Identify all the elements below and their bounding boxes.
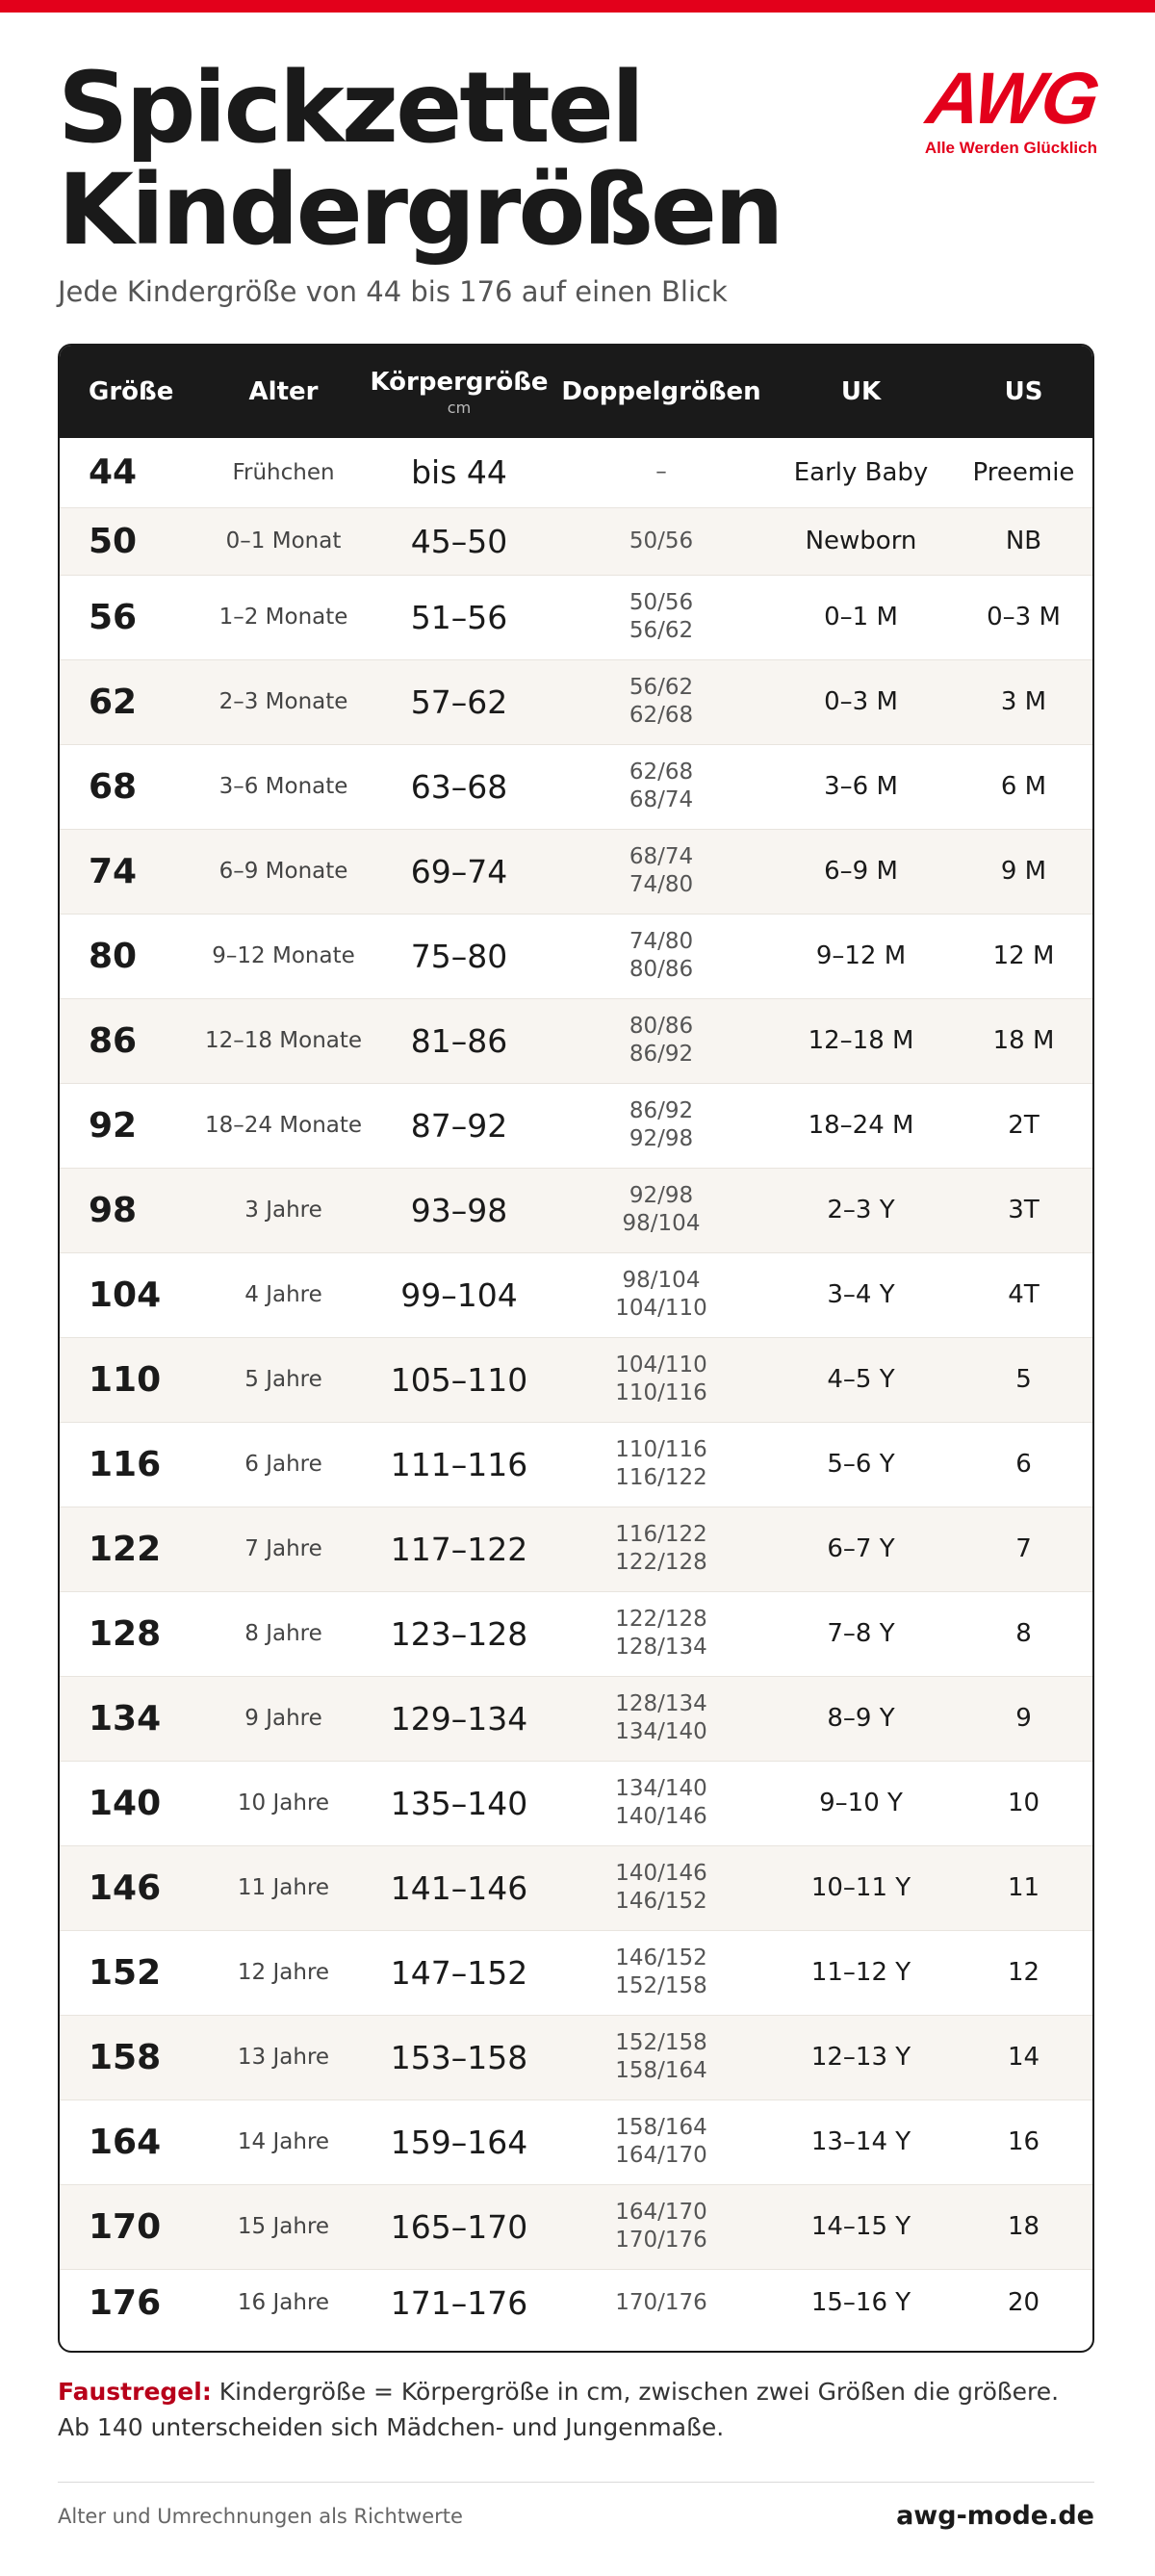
uk-size-cell: 0–1 M (767, 575, 955, 659)
body-height-cell: 87–92 (363, 1083, 555, 1168)
age-cell: 6 Jahre (204, 1422, 363, 1507)
double-size-value: 152/158 (615, 1973, 707, 1998)
table-row (60, 2184, 1092, 2269)
double-size-value: 98/104 (622, 1211, 701, 1236)
double-size-cell (555, 1252, 767, 1337)
double-size-cell (555, 1168, 767, 1252)
us-size-cell: 9 M (955, 829, 1092, 914)
size-cell: 98 (60, 1168, 204, 1252)
table-row (60, 2015, 1092, 2099)
size-cell: 116 (60, 1422, 204, 1507)
table-row (60, 1761, 1092, 1845)
age-cell: 7 Jahre (204, 1507, 363, 1591)
double-size-cell (555, 507, 767, 575)
age-cell: 10 Jahre (204, 1761, 363, 1845)
double-size-cell (555, 2269, 767, 2336)
column-header-uk: UK (840, 377, 882, 406)
age-cell: 1–2 Monate (204, 575, 363, 659)
uk-size-cell: 0–3 M (767, 659, 955, 744)
body-height-cell: bis 44 (411, 453, 507, 492)
age-cell: Frühchen (232, 459, 335, 485)
double-size-value: 80/86 (629, 1014, 694, 1039)
table-row (60, 575, 1092, 659)
body-height-cell: 141–146 (363, 1845, 555, 1930)
uk-size-cell: Early Baby (793, 457, 929, 487)
double-size-value: 170/176 (615, 2228, 707, 2253)
double-size-value: 164/170 (615, 2200, 707, 2225)
note-label: Faustregel: (58, 2378, 212, 2406)
us-size-cell: 8 (955, 1591, 1092, 1676)
uk-size-cell: 18–24 M (767, 1083, 955, 1168)
double-size-value: 104/110 (615, 1352, 707, 1378)
double-size-cell (555, 1591, 767, 1676)
double-size-value: 134/140 (615, 1719, 707, 1744)
table-row (60, 1591, 1092, 1676)
uk-size-cell: 2–3 Y (767, 1168, 955, 1252)
double-size-value: 68/74 (629, 844, 694, 869)
double-size-value: 86/92 (629, 1098, 694, 1123)
us-size-cell: 2T (955, 1083, 1092, 1168)
age-cell: 9 Jahre (204, 1676, 363, 1761)
double-size-cell (555, 829, 767, 914)
double-size-value: 110/116 (615, 1380, 707, 1405)
size-cell: 134 (60, 1676, 204, 1761)
uk-size-cell: 5–6 Y (767, 1422, 955, 1507)
double-size-cell (555, 2099, 767, 2184)
body-height-cell: 123–128 (363, 1591, 555, 1676)
size-cell: 80 (60, 914, 204, 998)
size-cell: 104 (60, 1252, 204, 1337)
table-row (60, 438, 1092, 507)
double-size-value: 68/74 (629, 787, 694, 812)
age-cell: 18–24 Monate (204, 1083, 363, 1168)
double-size-cell (555, 2015, 767, 2099)
uk-size-cell: 3–6 M (767, 744, 955, 829)
body-height-cell: 99–104 (363, 1252, 555, 1337)
size-cell: 122 (60, 1507, 204, 1591)
us-size-cell: 3T (955, 1168, 1092, 1252)
us-size-cell: 11 (955, 1845, 1092, 1930)
size-cell: 44 (89, 452, 138, 493)
us-size-cell: 12 (955, 1930, 1092, 2015)
double-size-value: 170/176 (615, 2289, 707, 2315)
table-row (60, 659, 1092, 744)
double-size-value: 164/170 (615, 2143, 707, 2168)
double-size-value: 56/62 (629, 618, 694, 643)
title-line-2: Kindergrößen (58, 153, 782, 268)
double-size-value: 122/128 (615, 1550, 707, 1575)
us-size-cell: 18 M (955, 998, 1092, 1083)
double-size-cell (555, 659, 767, 744)
body-height-cell: 117–122 (363, 1507, 555, 1591)
us-size-cell: 0–3 M (955, 575, 1092, 659)
uk-size-cell: 14–15 Y (767, 2184, 955, 2269)
note-text: Kindergröße = Körpergröße in cm, zwischen zwei Größen die größere. Ab 140 unterscheiden sich Mädchen- und Jungenmaße. (58, 2378, 1060, 2441)
table-row (60, 1845, 1092, 1930)
double-size-cell (555, 998, 767, 1083)
us-size-cell: Preemie (972, 457, 1075, 487)
body-height-cell: 81–86 (363, 998, 555, 1083)
body-height-cell: 171–176 (363, 2269, 555, 2336)
body-height-cell: 75–80 (363, 914, 555, 998)
double-size-value: 62/68 (629, 703, 694, 728)
double-size-cell (555, 1930, 767, 2015)
double-size-value: 146/152 (615, 1889, 707, 1914)
footer-website: awg-mode.de (896, 2501, 1094, 2531)
age-cell: 3–6 Monate (204, 744, 363, 829)
double-size-value: 140/146 (615, 1804, 707, 1829)
double-size-cell (555, 1422, 767, 1507)
body-height-cell: 93–98 (363, 1168, 555, 1252)
double-size-cell (555, 1845, 767, 1930)
table-row (60, 1168, 1092, 1252)
column-header-age: Alter (248, 377, 319, 406)
double-size-value: 74/80 (629, 872, 694, 897)
double-size-cell (555, 438, 767, 507)
table-row (60, 1930, 1092, 2015)
logo-tagline: Alle Werden Glücklich (924, 139, 1097, 157)
age-cell: 4 Jahre (204, 1252, 363, 1337)
table-row (60, 744, 1092, 829)
double-size-value: 62/68 (629, 760, 694, 785)
double-size-cell (555, 1337, 767, 1422)
size-cell: 146 (60, 1845, 204, 1930)
age-cell: 2–3 Monate (204, 659, 363, 744)
body-height-cell: 45–50 (363, 507, 555, 575)
double-size-value: 158/164 (615, 2115, 707, 2140)
age-cell: 11 Jahre (204, 1845, 363, 1930)
age-cell: 12 Jahre (204, 1930, 363, 2015)
body-height-cell: 129–134 (363, 1676, 555, 1761)
body-height-cell: 165–170 (363, 2184, 555, 2269)
age-cell: 5 Jahre (204, 1337, 363, 1422)
table-row (60, 2269, 1092, 2336)
uk-size-cell: 9–12 M (767, 914, 955, 998)
uk-size-cell: 15–16 Y (767, 2269, 955, 2336)
double-size-cell (555, 1507, 767, 1591)
double-size-value: 74/80 (629, 929, 694, 954)
size-cell: 68 (60, 744, 204, 829)
uk-size-cell: 7–8 Y (767, 1591, 955, 1676)
uk-size-cell: 12–18 M (767, 998, 955, 1083)
us-size-cell: 14 (955, 2015, 1092, 2099)
body-height-cell: 159–164 (363, 2099, 555, 2184)
table-body (60, 438, 1092, 2336)
column-header-body-height-label: Körpergröße (370, 367, 549, 397)
size-cell: 170 (60, 2184, 204, 2269)
age-cell: 14 Jahre (204, 2099, 363, 2184)
age-cell: 16 Jahre (204, 2269, 363, 2336)
body-height-cell: 153–158 (363, 2015, 555, 2099)
us-size-cell: 10 (955, 1761, 1092, 1845)
double-size-value: 134/140 (615, 1776, 707, 1801)
double-size-value: 86/92 (629, 1042, 694, 1067)
uk-size-cell: 8–9 Y (767, 1676, 955, 1761)
double-size-cell (555, 575, 767, 659)
double-size-value: 80/86 (629, 957, 694, 982)
column-header-double-sizes: Doppelgrößen (561, 377, 761, 406)
age-cell: 13 Jahre (204, 2015, 363, 2099)
uk-size-cell: 11–12 Y (767, 1930, 955, 2015)
footer-divider (58, 2482, 1094, 2483)
double-size-value: 122/128 (615, 1607, 707, 1632)
table-row (60, 914, 1092, 998)
us-size-cell: 12 M (955, 914, 1092, 998)
table-row (60, 1337, 1092, 1422)
size-cell: 92 (60, 1083, 204, 1168)
age-cell: 15 Jahre (204, 2184, 363, 2269)
uk-size-cell: 4–5 Y (767, 1337, 955, 1422)
double-size-value: – (655, 459, 667, 485)
body-height-cell: 147–152 (363, 1930, 555, 2015)
us-size-cell: 3 M (955, 659, 1092, 744)
us-size-cell: 4T (955, 1252, 1092, 1337)
body-height-cell: 69–74 (363, 829, 555, 914)
double-size-value: 92/98 (629, 1126, 694, 1151)
age-cell: 8 Jahre (204, 1591, 363, 1676)
uk-size-cell: 13–14 Y (767, 2099, 955, 2184)
us-size-cell: 16 (955, 2099, 1092, 2184)
uk-size-cell: 6–9 M (767, 829, 955, 914)
logo-wordmark: AWG (922, 58, 1104, 140)
uk-size-cell: 3–4 Y (767, 1252, 955, 1337)
double-size-value: 110/116 (615, 1437, 707, 1462)
size-cell: 62 (60, 659, 204, 744)
double-size-value: 128/134 (615, 1691, 707, 1716)
double-size-cell (555, 744, 767, 829)
size-table (58, 344, 1094, 2353)
rule-of-thumb-note (58, 2374, 1097, 2445)
table-row (60, 1083, 1092, 1168)
uk-size-cell: Newborn (767, 507, 955, 575)
table-row (60, 1676, 1092, 1761)
table-row (60, 1507, 1092, 1591)
size-cell: 110 (60, 1337, 204, 1422)
double-size-cell (555, 1083, 767, 1168)
us-size-cell: 20 (955, 2269, 1092, 2336)
table-header-row (60, 346, 1092, 438)
page-title (58, 51, 782, 268)
size-cell: 128 (60, 1591, 204, 1676)
us-size-cell: 9 (955, 1676, 1092, 1761)
table-row (60, 998, 1092, 1083)
size-cell: 74 (60, 829, 204, 914)
double-size-value: 116/122 (615, 1522, 707, 1547)
top-accent-bar (0, 0, 1155, 13)
age-cell: 9–12 Monate (204, 914, 363, 998)
double-size-cell (555, 1676, 767, 1761)
footer-disclaimer: Alter und Umrechnungen als Richtwerte (58, 2505, 463, 2528)
body-height-cell: 105–110 (363, 1337, 555, 1422)
body-height-cell: 57–62 (363, 659, 555, 744)
us-size-cell: 6 M (955, 744, 1092, 829)
double-size-value: 116/122 (615, 1465, 707, 1490)
uk-size-cell: 9–10 Y (767, 1761, 955, 1845)
table-row (60, 507, 1092, 575)
uk-size-cell: 10–11 Y (767, 1845, 955, 1930)
title-line-1: Spickzettel (58, 51, 642, 166)
double-size-cell (555, 2184, 767, 2269)
double-size-value: 56/62 (629, 675, 694, 700)
column-header-body-height (363, 346, 555, 438)
us-size-cell: 18 (955, 2184, 1092, 2269)
double-size-value: 152/158 (615, 2030, 707, 2055)
table-row (60, 2099, 1092, 2184)
table-row (60, 1422, 1092, 1507)
body-height-cell: 111–116 (363, 1422, 555, 1507)
table-row (60, 1252, 1092, 1337)
double-size-value: 146/152 (615, 1945, 707, 1971)
us-size-cell: NB (955, 507, 1092, 575)
double-size-value: 92/98 (629, 1183, 694, 1208)
age-cell: 12–18 Monate (204, 998, 363, 1083)
age-cell: 6–9 Monate (204, 829, 363, 914)
double-size-cell (555, 1761, 767, 1845)
us-size-cell: 7 (955, 1507, 1092, 1591)
us-size-cell: 5 (955, 1337, 1092, 1422)
uk-size-cell: 6–7 Y (767, 1507, 955, 1591)
double-size-value: 98/104 (622, 1268, 701, 1293)
size-cell: 164 (60, 2099, 204, 2184)
double-size-value: 140/146 (615, 1861, 707, 1886)
double-size-value: 158/164 (615, 2058, 707, 2083)
age-cell: 0–1 Monat (204, 507, 363, 575)
size-cell: 86 (60, 998, 204, 1083)
table-row (60, 829, 1092, 914)
double-size-value: 128/134 (615, 1635, 707, 1660)
column-header-body-height-unit: cm (447, 398, 472, 417)
size-cell: 158 (60, 2015, 204, 2099)
size-cell: 50 (60, 507, 204, 575)
body-height-cell: 63–68 (363, 744, 555, 829)
double-size-cell (555, 914, 767, 998)
double-size-value: 104/110 (615, 1296, 707, 1321)
size-cell: 176 (60, 2269, 204, 2336)
size-cell: 56 (60, 575, 204, 659)
size-cell: 140 (60, 1761, 204, 1845)
page-subtitle: Jede Kindergröße von 44 bis 176 auf einen Blick (58, 275, 728, 308)
column-header-size: Größe (89, 377, 174, 406)
us-size-cell: 6 (955, 1422, 1092, 1507)
uk-size-cell: 12–13 Y (767, 2015, 955, 2099)
age-cell: 3 Jahre (204, 1168, 363, 1252)
brand-logo (912, 58, 1104, 158)
body-height-cell: 135–140 (363, 1761, 555, 1845)
column-header-us: US (1004, 377, 1043, 406)
double-size-value: 50/56 (629, 590, 694, 615)
double-size-value: 50/56 (629, 528, 694, 554)
size-cell: 152 (60, 1930, 204, 2015)
body-height-cell: 51–56 (363, 575, 555, 659)
